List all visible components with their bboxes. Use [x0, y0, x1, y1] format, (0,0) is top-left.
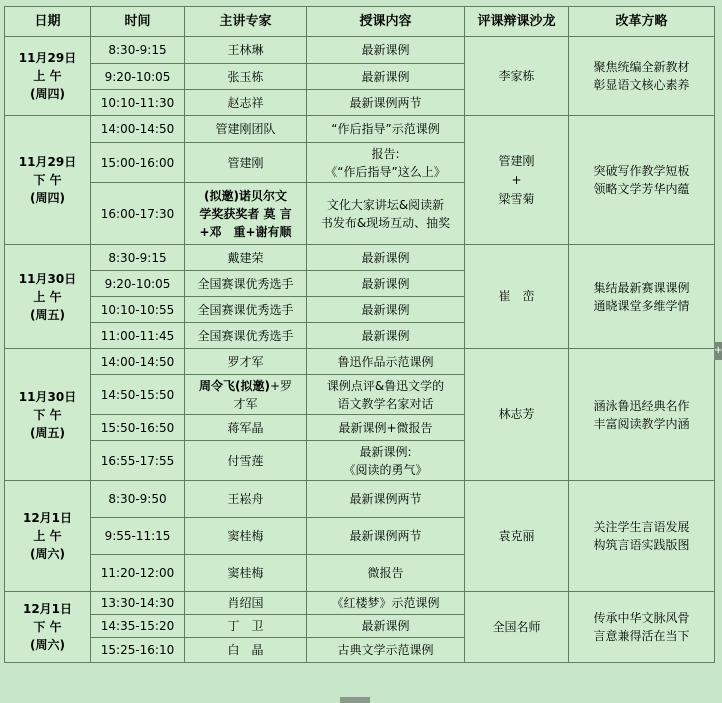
- time-cell: 9:20-10:05: [91, 271, 185, 297]
- date-date: 12月1日: [22, 602, 73, 616]
- expert-line: +邓 重+谢有顺: [199, 224, 292, 239]
- time-cell: 10:10-10:55: [91, 297, 185, 323]
- content-line: 最新课例两节: [349, 95, 422, 110]
- content-line: 最新课例: [361, 276, 410, 291]
- date-period: 上 午: [33, 529, 62, 543]
- time-cell: 16:55-17:55: [91, 441, 185, 481]
- expert-line-rest: +罗: [269, 378, 293, 393]
- strategy-cell: [569, 349, 715, 481]
- strategy-line: 彰显语文核心素养: [593, 78, 690, 92]
- expert-line: 才军: [233, 396, 258, 411]
- time-cell: 13:30-14:30: [91, 592, 185, 615]
- date-period: 下 午: [33, 620, 62, 634]
- expert-line: 丁 卫: [227, 619, 264, 633]
- expert-cell: [185, 90, 307, 116]
- strategy-cell: [569, 116, 715, 245]
- strategy-line: 领略文学芳华内蕴: [593, 182, 690, 196]
- expert-cell: [185, 555, 307, 592]
- strategy-line: 丰富阅读教学内涵: [593, 416, 690, 431]
- header-content: 授课内容: [307, 7, 465, 37]
- content-line: “作后指导”示范课例: [331, 122, 440, 136]
- content-cell: [307, 349, 465, 375]
- content-line: 最新课例+微报告: [338, 420, 433, 435]
- expert-line: 王崧舟: [227, 492, 264, 506]
- content-cell: [307, 555, 465, 592]
- date-cell: [5, 116, 91, 245]
- expert-line: 白 晶: [227, 643, 264, 657]
- content-cell: [307, 297, 465, 323]
- content-line: 《阅读的勇气》: [343, 462, 428, 477]
- content-cell: [307, 375, 465, 415]
- date-date: 11月30日: [18, 271, 77, 286]
- salon-host-cell: [465, 592, 569, 663]
- table-row: [5, 481, 715, 518]
- content-cell: [307, 271, 465, 297]
- content-cell: [307, 615, 465, 638]
- expert-cell: [185, 271, 307, 297]
- content-line: 最新课例: [361, 302, 410, 317]
- expert-cell: [185, 245, 307, 271]
- expert-cell: [185, 638, 307, 663]
- time-cell: 16:00-17:30: [91, 183, 185, 245]
- salon-host-cell: [465, 349, 569, 481]
- expert-cell: [185, 349, 307, 375]
- date-period: 上 午: [33, 289, 62, 304]
- content-line: 古典文学示范课例: [337, 643, 434, 657]
- date-weekday: (周六): [30, 638, 65, 652]
- header-expert: 主讲专家: [185, 7, 307, 37]
- content-line: 微报告: [367, 566, 404, 580]
- strategy-cell: [569, 37, 715, 116]
- salon-host: 袁克丽: [498, 528, 535, 543]
- header-salon: 评课辩课沙龙: [465, 7, 569, 37]
- time-cell: 10:10-11:30: [91, 90, 185, 116]
- date-date: 11月29日: [18, 51, 77, 65]
- time-cell: 15:00-16:00: [91, 143, 185, 183]
- expert-cell: [185, 441, 307, 481]
- strategy-line: 言意兼得活在当下: [593, 629, 690, 643]
- strategy-line: 涵泳鲁迅经典名作: [593, 398, 690, 413]
- salon-host-cell: [465, 116, 569, 245]
- strategy-cell: [569, 592, 715, 663]
- date-cell: [5, 592, 91, 663]
- content-line: 最新课例: [361, 619, 410, 633]
- strategy-line: 聚焦统编全新教材: [593, 60, 690, 74]
- expert-line: 管建刚: [227, 155, 264, 170]
- time-cell: 15:25-16:10: [91, 638, 185, 663]
- salon-host: 林志芳: [498, 407, 535, 421]
- expert-line: 学奖获奖者 莫 言: [199, 206, 292, 221]
- expert-cell: [185, 518, 307, 555]
- expert-cell: [185, 183, 307, 245]
- content-cell: [307, 143, 465, 183]
- time-cell: 14:50-15:50: [91, 375, 185, 415]
- time-cell: 8:30-9:50: [91, 481, 185, 518]
- schedule-table: [4, 6, 715, 663]
- header-strategy: 改革方略: [569, 7, 715, 37]
- date-weekday: (周六): [30, 547, 65, 561]
- content-line: 《“作后指导”这么上》: [325, 164, 446, 179]
- expert-line: [188, 377, 303, 395]
- strategy-cell: [569, 245, 715, 349]
- expert-line: 张玉栋: [227, 69, 264, 84]
- expert-cell: [185, 375, 307, 415]
- header-date: 日期: [5, 7, 91, 37]
- time-cell: 8:30-9:15: [91, 37, 185, 64]
- salon-host-cell: [465, 245, 569, 349]
- table-row: [5, 349, 715, 375]
- content-cell: [307, 90, 465, 116]
- content-line: 报告:: [371, 146, 400, 161]
- salon-host: +: [511, 172, 522, 187]
- expert-cell: [185, 481, 307, 518]
- content-line: 最新课例两节: [349, 529, 422, 543]
- salon-host: 全国名师: [492, 619, 541, 634]
- date-period: 上 午: [33, 69, 62, 83]
- expert-line: 管建刚团队: [215, 122, 276, 136]
- expert-cell: [185, 592, 307, 615]
- content-line: 最新课例: [361, 328, 410, 343]
- expert-cell: [185, 143, 307, 183]
- content-line: 课例点评&鲁迅文学的: [326, 378, 445, 393]
- expert-cell: [185, 37, 307, 64]
- content-cell: [307, 37, 465, 64]
- content-line: 最新课例: [361, 250, 410, 265]
- strategy-line: 通晓课堂多维学情: [593, 298, 690, 313]
- time-cell: 15:50-16:50: [91, 415, 185, 441]
- content-cell: [307, 518, 465, 555]
- date-weekday: (周四): [30, 191, 65, 205]
- expert-cell: [185, 116, 307, 143]
- date-period: 下 午: [33, 173, 62, 187]
- expert-line: 罗才军: [227, 354, 264, 369]
- content-line: 书发布&现场互动、抽奖: [320, 215, 451, 230]
- salon-host: 梁雪菊: [498, 191, 535, 206]
- table-row: [5, 116, 715, 143]
- content-line: 文化大家讲坛&阅读新: [326, 197, 445, 212]
- date-date: 12月1日: [22, 511, 73, 525]
- content-cell: [307, 323, 465, 349]
- expert-line: 戴建荣: [227, 250, 264, 265]
- content-cell: [307, 441, 465, 481]
- content-line: 最新课例: [361, 69, 410, 84]
- expert-line: 肖绍国: [227, 596, 264, 610]
- time-cell: 8:30-9:15: [91, 245, 185, 271]
- content-line: 鲁迅作品示范课例: [337, 354, 434, 369]
- date-weekday: (周五): [30, 425, 65, 440]
- expert-line: 全国赛课优秀选手: [197, 328, 294, 343]
- expert-cell: [185, 64, 307, 90]
- header-row: [5, 7, 715, 37]
- expert-line: 赵志祥: [227, 95, 264, 110]
- time-cell: 14:35-15:20: [91, 615, 185, 638]
- expert-line: 全国赛课优秀选手: [197, 276, 294, 291]
- strategy-line: 突破写作教学短板: [593, 164, 690, 178]
- expert-line: 王林琳: [227, 43, 264, 57]
- expert-name-bold: 周令飞(拟邀): [198, 378, 270, 393]
- content-cell: [307, 481, 465, 518]
- content-line: 最新课例两节: [349, 492, 422, 506]
- date-cell: [5, 349, 91, 481]
- strategy-line: 传承中华文脉风骨: [593, 611, 690, 625]
- header-time: 时间: [91, 7, 185, 37]
- expert-line: 窦桂梅: [227, 529, 264, 543]
- content-line: 《红楼梦》示范课例: [331, 596, 440, 610]
- table-row: [5, 592, 715, 615]
- time-cell: 14:00-14:50: [91, 116, 185, 143]
- expert-line: 蒋军晶: [227, 420, 264, 435]
- content-line: 最新课例:: [359, 444, 412, 459]
- content-cell: [307, 592, 465, 615]
- strategy-line: 关注学生言语发展: [593, 520, 690, 534]
- strategy-cell: [569, 481, 715, 592]
- expert-line: 全国赛课优秀选手: [197, 302, 294, 317]
- expand-handle-icon[interactable]: +: [714, 342, 722, 360]
- content-cell: [307, 245, 465, 271]
- time-cell: 11:20-12:00: [91, 555, 185, 592]
- salon-host: 崔 峦: [498, 289, 535, 303]
- content-cell: [307, 116, 465, 143]
- date-period: 下 午: [33, 407, 62, 422]
- content-cell: [307, 183, 465, 245]
- time-cell: 9:55-11:15: [91, 518, 185, 555]
- content-cell: [307, 64, 465, 90]
- content-cell: [307, 415, 465, 441]
- content-cell: [307, 638, 465, 663]
- expert-line: 窦桂梅: [227, 566, 264, 580]
- resize-handle[interactable]: [340, 697, 370, 703]
- content-line: 最新课例: [361, 43, 410, 57]
- expert-cell: [185, 297, 307, 323]
- expert-line: 付雪莲: [227, 453, 264, 468]
- salon-host-cell: [465, 481, 569, 592]
- date-date: 11月29日: [18, 155, 77, 169]
- expert-cell: [185, 415, 307, 441]
- strategy-line: 构筑言语实践版图: [593, 538, 690, 552]
- date-cell: [5, 481, 91, 592]
- expert-cell: [185, 323, 307, 349]
- strategy-line: 集结最新赛课课例: [593, 280, 690, 295]
- salon-host: 管建刚: [498, 153, 535, 168]
- salon-host-cell: [465, 37, 569, 116]
- time-cell: 11:00-11:45: [91, 323, 185, 349]
- time-cell: 9:20-10:05: [91, 64, 185, 90]
- salon-host: 李家栋: [498, 68, 535, 83]
- date-cell: [5, 37, 91, 116]
- date-weekday: (周四): [30, 87, 65, 101]
- time-cell: 14:00-14:50: [91, 349, 185, 375]
- table-row: [5, 245, 715, 271]
- date-weekday: (周五): [30, 307, 65, 322]
- date-cell: [5, 245, 91, 349]
- date-date: 11月30日: [18, 389, 77, 404]
- expert-line: (拟邀)诺贝尔文: [204, 188, 287, 203]
- content-line: 语文教学名家对话: [337, 396, 434, 411]
- table-row: [5, 37, 715, 64]
- expert-cell: [185, 615, 307, 638]
